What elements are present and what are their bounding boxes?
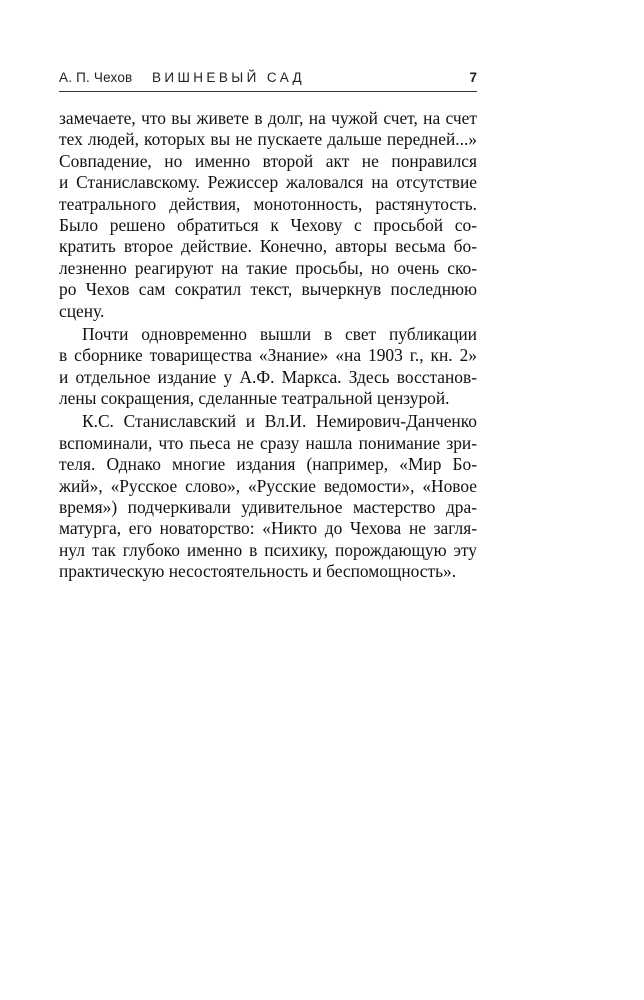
header-rule [59,91,477,92]
body-text [59,108,477,583]
text-line: Почти одновременно вышли в свет публикации [82,323,477,344]
text-line: время») подчеркивали удивительное мастерство дра- [59,497,477,518]
text-line: и отдельное издание у А.Ф. Маркса. Здесь восстанов- [59,366,477,387]
text-line: ро Чехов сам сократил текст, вычеркнув последнюю [59,279,477,300]
text-line: вспоминали, что пьеса не сразу нашла понимание зри- [59,432,477,453]
text-line: в сборнике товарищества «Знание» «на 1903 г., кн. 2» [59,345,477,366]
paragraph-3 [59,411,477,582]
text-line: нул так глубоко именно в психику, порождающую эту [59,539,477,560]
text-line: лезненно реагируют на такие просьбы, но очень ско- [59,257,477,278]
text-line: К.С. Станиславский и Вл.И. Немирович-Данченко [82,411,477,432]
text-line: Было решено обратиться к Чехову с просьбой со- [59,214,477,235]
header-author: А. П. Чехов [59,70,133,85]
text-line: лены сокращения, сделанные театральной цензурой. [59,388,450,409]
text-line: замечаете, что вы живете в долг, на чужой счет, на счет [59,108,477,128]
text-line: жий», «Русское слово», «Русские ведомости», «Новое [59,475,477,496]
text-line: сцену. [59,300,105,321]
running-header [59,70,477,92]
text-line: кратить второе действие. Конечно, авторы весьма бо- [59,236,477,257]
paragraph-2 [59,324,477,410]
text-line: и Станиславскому. Режиссер жаловался на отсутствие [59,172,477,193]
paragraph-1 [59,108,477,322]
header-book-title: ВИШНЕВЫЙ САД [152,70,306,85]
text-line: Совпадение, но именно второй акт не понравился [59,150,477,171]
page-number: 7 [469,70,477,85]
text-line: теля. Однако многие издания (например, «Мир Бо- [59,454,477,475]
text-line: тех людей, которых вы не пускаете дальше передней...» [59,129,477,150]
text-line: театрального действия, монотонность, растянутость. [59,193,477,214]
text-line: практическую несостоятельность и беспомощность». [59,561,457,582]
text-line: матурга, его новаторство: «Никто до Чехова не загля- [59,518,477,539]
